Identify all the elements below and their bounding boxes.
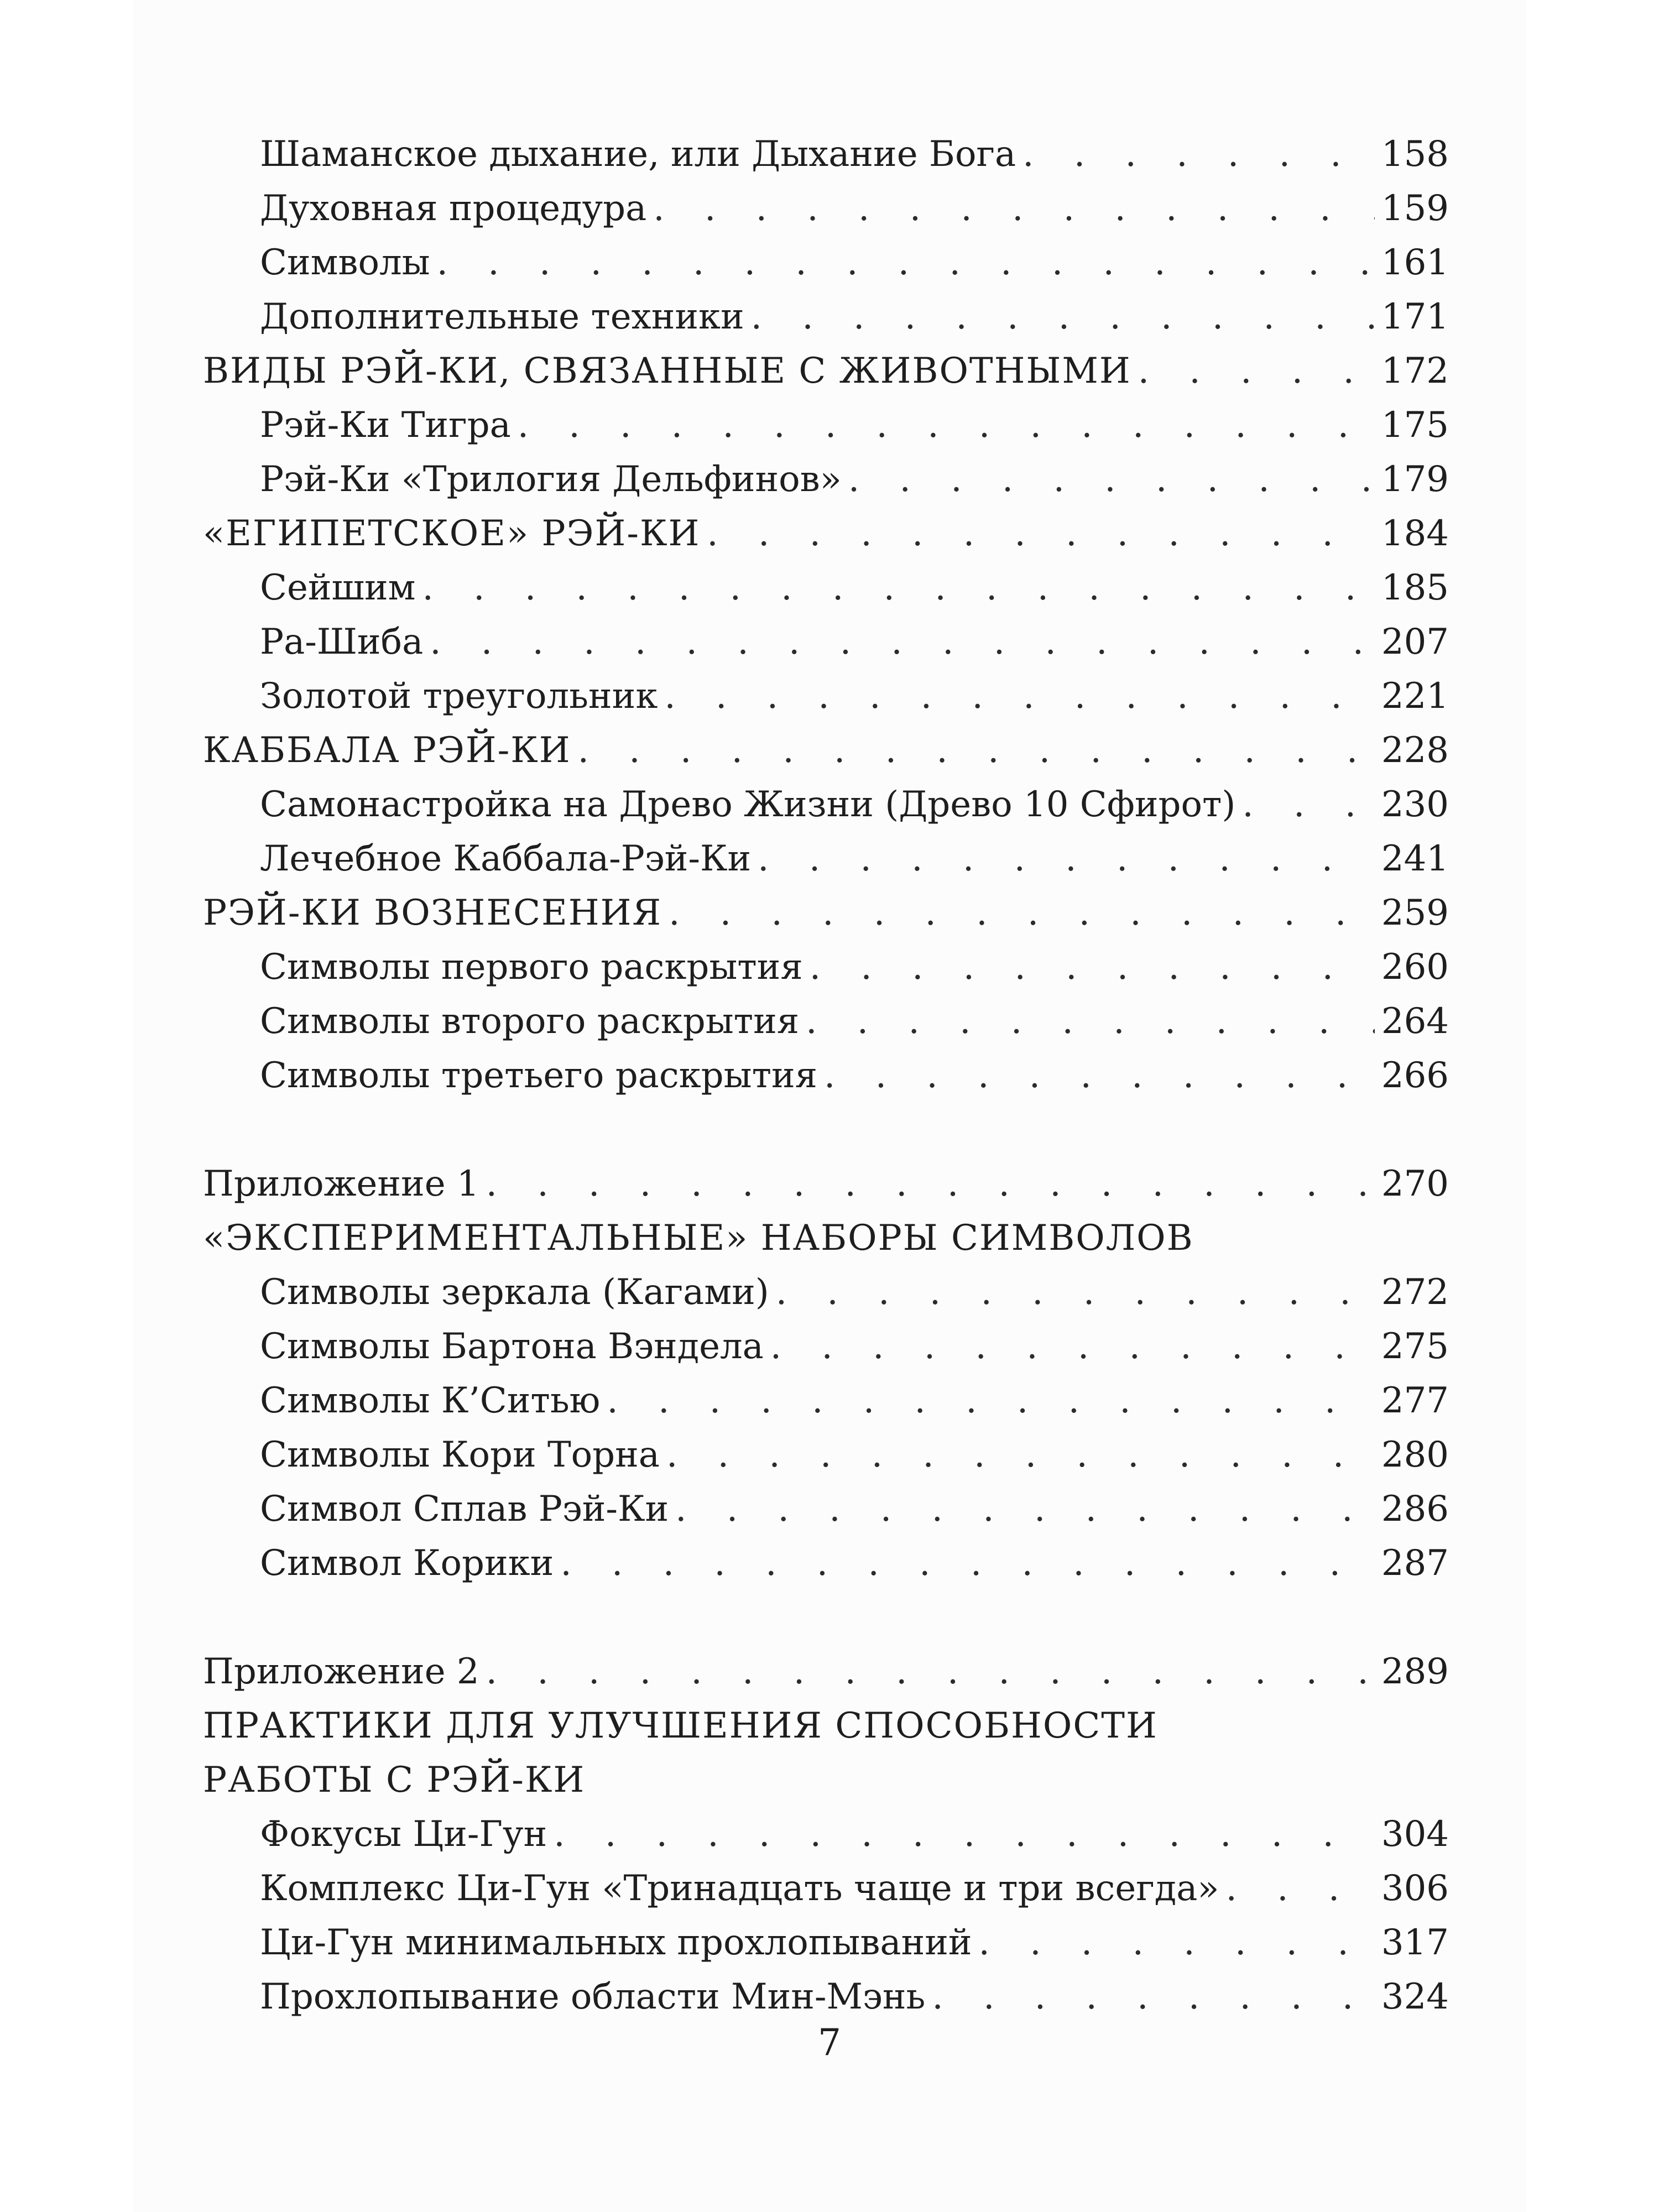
toc-heading bbox=[203, 723, 1449, 778]
toc-page-number: 221 bbox=[1381, 676, 1449, 717]
toc-entry bbox=[203, 1645, 1449, 1699]
toc-page-number: 179 bbox=[1381, 459, 1449, 500]
toc-entry-title: Самонастройка на Древо Жизни (Древо 10 Сфирот) bbox=[260, 784, 1236, 825]
toc-entry-title: КАББАЛА РЭЙ-КИ bbox=[203, 730, 571, 771]
toc-page-number: 317 bbox=[1381, 1922, 1449, 1963]
toc-leader-dots bbox=[1242, 778, 1375, 832]
toc-entry-title: Символы второго раскрытия bbox=[260, 1001, 800, 1042]
toc-leader-dots bbox=[675, 1482, 1375, 1536]
toc-page-number: 207 bbox=[1381, 622, 1449, 662]
toc-leader-dots bbox=[776, 1265, 1375, 1319]
toc-entry-title: РЭЙ-КИ ВОЗНЕСЕНИЯ bbox=[203, 893, 662, 933]
toc-entry bbox=[203, 1157, 1449, 1211]
toc-leader-dots bbox=[653, 181, 1375, 236]
toc-leader-dots bbox=[1226, 1861, 1375, 1916]
toc-page-number: 264 bbox=[1381, 1001, 1449, 1042]
toc-entry bbox=[203, 669, 1449, 723]
toc-leader-dots bbox=[1138, 344, 1375, 398]
toc-heading bbox=[203, 507, 1449, 561]
toc-heading bbox=[203, 344, 1449, 398]
toc-page-number: 184 bbox=[1381, 513, 1449, 554]
toc-page-number: 289 bbox=[1381, 1651, 1449, 1692]
toc-page-number: 159 bbox=[1381, 188, 1449, 229]
toc-entry bbox=[203, 1807, 1449, 1861]
toc-page-number: 277 bbox=[1381, 1380, 1449, 1421]
section-gap bbox=[203, 1590, 1449, 1645]
section-gap bbox=[203, 1103, 1449, 1157]
toc-entry-title: Дополнительные техники bbox=[260, 296, 744, 337]
toc-entry bbox=[203, 561, 1449, 615]
toc-heading bbox=[203, 886, 1449, 940]
toc-page-number: 230 bbox=[1381, 784, 1449, 825]
toc-entry bbox=[203, 1374, 1449, 1428]
toc-leader-dots bbox=[758, 832, 1375, 886]
toc-leader-dots bbox=[664, 669, 1375, 723]
toc-entry bbox=[203, 1428, 1449, 1482]
toc-page-number: 172 bbox=[1381, 351, 1449, 392]
toc-leader-dots bbox=[669, 886, 1375, 940]
toc-leader-dots bbox=[437, 236, 1375, 290]
toc-entry-title: Комплекс Ци-Гун «Тринадцать чаще и три всегда» bbox=[260, 1868, 1219, 1909]
toc-entry-title: Духовная процедура bbox=[260, 188, 647, 229]
toc-entry-title: «ЕГИПЕТСКОЕ» РЭЙ-КИ bbox=[203, 513, 701, 554]
toc-entry-title: Символы третьего раскрытия bbox=[260, 1055, 817, 1096]
toc-page-number: 275 bbox=[1381, 1326, 1449, 1367]
toc-entry-title: Символы К’Ситью bbox=[260, 1380, 601, 1421]
toc-entry bbox=[203, 940, 1449, 994]
toc-entry-title: «ЭКСПЕРИМЕНТАЛЬНЫЕ» НАБОРЫ СИМВОЛОВ bbox=[203, 1218, 1194, 1259]
toc-leader-dots bbox=[486, 1157, 1375, 1211]
toc-leader-dots bbox=[578, 723, 1375, 778]
toc-entry bbox=[203, 1265, 1449, 1319]
toc-entry-title: ПРАКТИКИ ДЛЯ УЛУЧШЕНИЯ СПОСОБНОСТИ bbox=[203, 1705, 1158, 1746]
toc-page-number: 171 bbox=[1381, 296, 1449, 337]
toc-entry-title: Лечебное Каббала-Рэй-Ки bbox=[260, 838, 752, 879]
toc-entry-title: Приложение 1 bbox=[203, 1164, 479, 1204]
toc-leader-dots bbox=[806, 994, 1375, 1048]
toc-entry bbox=[203, 236, 1449, 290]
toc-entry bbox=[203, 452, 1449, 507]
toc-heading bbox=[203, 1753, 1449, 1807]
toc-entry-title: Символы первого раскрытия bbox=[260, 947, 803, 988]
toc-entry-title: Символы bbox=[260, 242, 430, 283]
toc-entry-title: Сейшим bbox=[260, 567, 416, 608]
toc-page-number: 266 bbox=[1381, 1055, 1449, 1096]
toc-entry-title: Ци-Гун минимальных прохлопываний bbox=[260, 1922, 972, 1963]
toc-leader-dots bbox=[707, 507, 1375, 561]
toc-leader-dots bbox=[932, 1970, 1374, 2024]
toc-entry-title: Шаманское дыхание, или Дыхание Бога bbox=[260, 134, 1016, 175]
toc-entry bbox=[203, 1048, 1449, 1103]
toc-entry bbox=[203, 1861, 1449, 1916]
toc-entry bbox=[203, 994, 1449, 1048]
toc-entry bbox=[203, 127, 1449, 181]
page-number: 7 bbox=[818, 2021, 841, 2064]
toc-entry bbox=[203, 398, 1449, 452]
toc-page-number: 259 bbox=[1381, 893, 1449, 933]
toc-page-number: 280 bbox=[1381, 1434, 1449, 1475]
toc-leader-dots bbox=[751, 290, 1375, 344]
toc-entry-title: Рэй-Ки Тигра bbox=[260, 405, 511, 446]
toc-leader-dots bbox=[848, 452, 1375, 507]
toc-leader-dots bbox=[770, 1319, 1375, 1374]
toc-page-number: 161 bbox=[1381, 242, 1449, 283]
toc-page-number: 260 bbox=[1381, 947, 1449, 988]
toc-leader-dots bbox=[1022, 127, 1375, 181]
toc-leader-dots bbox=[422, 561, 1374, 615]
toc-heading bbox=[203, 1699, 1449, 1753]
toc-page-number: 241 bbox=[1381, 838, 1449, 879]
toc-leader-dots bbox=[824, 1048, 1375, 1103]
toc-entry-title: Символ Корики bbox=[260, 1543, 554, 1584]
toc-entry-title: Символы зеркала (Кагами) bbox=[260, 1272, 769, 1313]
toc-page-number: 272 bbox=[1381, 1272, 1449, 1313]
toc-entry-title: Символ Сплав Рэй-Ки bbox=[260, 1489, 669, 1530]
toc-page-number: 185 bbox=[1381, 567, 1449, 608]
toc-page-number: 228 bbox=[1381, 730, 1449, 771]
toc-entry-title: Ра-Шиба bbox=[260, 622, 424, 662]
toc-leader-dots bbox=[607, 1374, 1374, 1428]
toc-leader-dots bbox=[810, 940, 1375, 994]
toc-entry bbox=[203, 290, 1449, 344]
toc-entry bbox=[203, 1536, 1449, 1590]
toc-leader-dots bbox=[554, 1807, 1375, 1861]
book-page bbox=[133, 0, 1526, 2212]
toc-entry-title: Прохлопывание области Мин-Мэнь bbox=[260, 1976, 926, 2017]
toc-entry-title: Символы Бартона Вэндела bbox=[260, 1326, 764, 1367]
toc-leader-dots bbox=[430, 615, 1375, 669]
toc-entry bbox=[203, 778, 1449, 832]
toc-heading bbox=[203, 1211, 1449, 1265]
toc-entry-title: ВИДЫ РЭЙ-КИ, СВЯЗАННЫЕ С ЖИВОТНЫМИ bbox=[203, 351, 1131, 392]
toc-page-number: 304 bbox=[1381, 1814, 1449, 1855]
toc-entry bbox=[203, 181, 1449, 236]
toc-entry bbox=[203, 615, 1449, 669]
toc-entry bbox=[203, 832, 1449, 886]
toc-page-number: 306 bbox=[1381, 1868, 1449, 1909]
toc-page-number: 175 bbox=[1381, 405, 1449, 446]
toc-leader-dots bbox=[518, 398, 1375, 452]
toc-leader-dots bbox=[486, 1645, 1375, 1699]
toc-entry-title: Фокусы Ци-Гун bbox=[260, 1814, 547, 1855]
table-of-contents bbox=[203, 127, 1449, 2024]
toc-leader-dots bbox=[666, 1428, 1375, 1482]
toc-page-number: 287 bbox=[1381, 1543, 1449, 1584]
toc-entry bbox=[203, 1916, 1449, 1970]
toc-page-number: 158 bbox=[1381, 134, 1449, 175]
toc-entry-title: РАБОТЫ С РЭЙ-КИ bbox=[203, 1760, 586, 1801]
toc-page-number: 286 bbox=[1381, 1489, 1449, 1530]
toc-leader-dots bbox=[560, 1536, 1375, 1590]
toc-leader-dots bbox=[979, 1916, 1375, 1970]
toc-entry bbox=[203, 1319, 1449, 1374]
toc-page-number: 270 bbox=[1381, 1164, 1449, 1204]
toc-entry-title: Золотой треугольник bbox=[260, 676, 658, 717]
toc-entry bbox=[203, 1970, 1449, 2024]
toc-entry-title: Символы Кори Торна bbox=[260, 1434, 660, 1475]
toc-entry-title: Приложение 2 bbox=[203, 1651, 479, 1692]
toc-page-number: 324 bbox=[1381, 1976, 1449, 2017]
toc-entry-title: Рэй-Ки «Трилогия Дельфинов» bbox=[260, 459, 842, 500]
toc-entry bbox=[203, 1482, 1449, 1536]
